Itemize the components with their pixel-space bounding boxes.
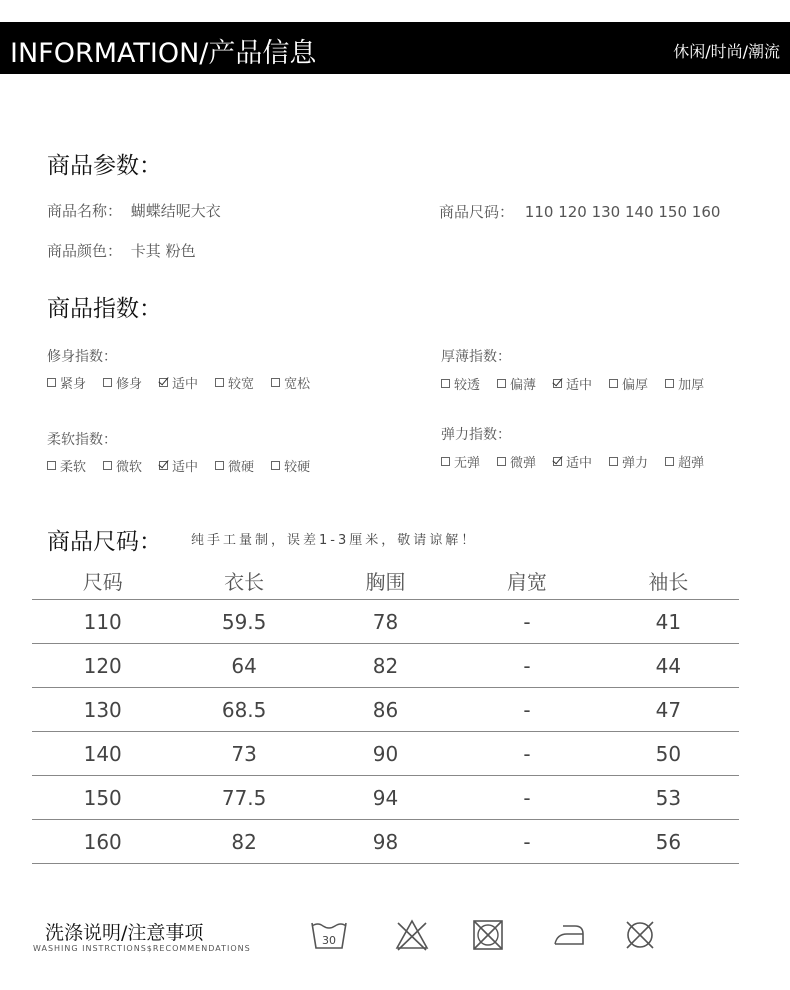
size-table-title: 商品尺码： xyxy=(47,529,162,555)
softness-index-label: 柔软指数： xyxy=(47,432,117,448)
option-item: 宽松 xyxy=(271,373,310,392)
table-cell: 44 xyxy=(655,653,682,678)
checkbox-icon xyxy=(609,457,618,466)
option-item: 无弹 xyxy=(441,452,480,471)
measurement-note: 纯手工量制，误差1-3厘米，敬请谅解！ xyxy=(191,533,478,548)
table-cell: 47 xyxy=(655,697,682,722)
table-cell: 73 xyxy=(231,741,257,766)
table-cell: - xyxy=(523,697,531,722)
table-row xyxy=(32,688,739,732)
params-title: 商品参数： xyxy=(47,153,162,179)
table-row xyxy=(32,732,739,776)
table-cell: - xyxy=(523,741,531,766)
no-bleach-icon xyxy=(394,917,430,953)
product-name-label: 商品名称： xyxy=(47,202,123,220)
table-row xyxy=(32,776,739,820)
option-item: 适中 xyxy=(553,374,592,393)
indices-title: 商品指数： xyxy=(47,296,162,322)
checkbox-checked-icon xyxy=(553,457,562,466)
table-cell: 64 xyxy=(231,653,257,678)
no-dry-clean-icon xyxy=(622,917,658,953)
thickness-index-label: 厚薄指数： xyxy=(441,349,511,365)
header-title: INFORMATION/产品信息 xyxy=(10,38,317,69)
table-header-cell: 尺码 xyxy=(82,570,123,594)
product-name-value: 蝴蝶结呢大衣 xyxy=(130,202,221,220)
option-item: 较透 xyxy=(441,374,480,393)
elasticity-index-label: 弹力指数： xyxy=(441,427,511,443)
table-cell: 150 xyxy=(83,785,122,810)
option-item: 微软 xyxy=(103,456,142,475)
table-cell: - xyxy=(523,609,531,634)
no-tumble-dry-icon xyxy=(470,917,506,953)
table-cell: 98 xyxy=(372,829,399,854)
checkbox-icon xyxy=(271,461,280,470)
table-header-cell: 袖长 xyxy=(648,570,689,594)
thickness-index-options xyxy=(441,374,721,393)
option-item: 适中 xyxy=(553,452,592,471)
checkbox-icon xyxy=(47,461,56,470)
option-item: 较硬 xyxy=(271,456,310,475)
table-cell: 110 xyxy=(83,609,122,634)
header-tags: 休闲/时尚/潮流 xyxy=(673,42,780,61)
checkbox-icon xyxy=(665,379,674,388)
checkbox-icon xyxy=(103,461,112,470)
product-size-value: 110 120 130 140 150 160 xyxy=(524,203,721,221)
checkbox-checked-icon xyxy=(159,461,168,470)
table-cell: 53 xyxy=(655,785,682,810)
checkbox-icon xyxy=(441,379,450,388)
fit-index-options xyxy=(47,373,327,392)
option-item: 修身 xyxy=(103,373,142,392)
option-item: 较宽 xyxy=(215,373,254,392)
option-item: 微弹 xyxy=(497,452,536,471)
softness-index-options xyxy=(47,456,327,475)
table-cell: 140 xyxy=(83,741,122,766)
header-bar xyxy=(0,22,790,74)
table-cell: 130 xyxy=(83,697,122,722)
option-item: 偏薄 xyxy=(497,374,536,393)
size-table xyxy=(32,566,739,864)
iron-icon xyxy=(551,917,587,953)
option-item: 弹力 xyxy=(609,452,648,471)
table-header-row xyxy=(32,566,739,600)
table-cell: - xyxy=(523,653,531,678)
table-cell: 86 xyxy=(372,697,399,722)
table-row xyxy=(32,820,739,864)
option-item: 加厚 xyxy=(665,374,704,393)
option-item: 适中 xyxy=(159,456,198,475)
table-cell: - xyxy=(523,785,531,810)
wash-30-icon xyxy=(309,917,349,953)
table-cell: 94 xyxy=(372,785,399,810)
option-item: 超弹 xyxy=(665,452,704,471)
table-cell: 90 xyxy=(372,741,399,766)
product-size xyxy=(439,201,720,222)
checkbox-icon xyxy=(215,461,224,470)
product-color-value: 卡其 粉色 xyxy=(130,242,196,260)
table-cell: 82 xyxy=(231,829,257,854)
product-size-label: 商品尺码： xyxy=(439,203,515,221)
wash-temperature-label: 30 xyxy=(322,934,336,947)
option-item: 紧身 xyxy=(47,373,86,392)
elasticity-index-options xyxy=(441,452,721,471)
checkbox-checked-icon xyxy=(159,378,168,387)
table-cell: - xyxy=(523,829,531,854)
table-cell: 56 xyxy=(655,829,682,854)
table-header-cell: 肩宽 xyxy=(506,570,547,594)
checkbox-checked-icon xyxy=(553,379,562,388)
table-cell: 77.5 xyxy=(221,785,267,810)
checkbox-icon xyxy=(215,378,224,387)
checkbox-icon xyxy=(609,379,618,388)
checkbox-icon xyxy=(497,457,506,466)
table-cell: 78 xyxy=(372,609,399,634)
table-header-cell: 胸围 xyxy=(365,570,406,594)
table-cell: 82 xyxy=(372,653,399,678)
product-color-label: 商品颜色： xyxy=(47,242,123,260)
table-row xyxy=(32,600,739,644)
table-cell: 59.5 xyxy=(221,609,267,634)
washing-subtitle: WASHING INSTRCTIONS$RECOMMENDATIONS xyxy=(33,944,251,953)
table-cell: 120 xyxy=(83,653,122,678)
checkbox-icon xyxy=(441,457,450,466)
option-item: 柔软 xyxy=(47,456,86,475)
table-row xyxy=(32,644,739,688)
washing-title: 洗涤说明/注意事项 xyxy=(45,922,204,944)
option-item: 微硬 xyxy=(215,456,254,475)
table-cell: 50 xyxy=(655,741,682,766)
product-name xyxy=(47,200,221,221)
checkbox-icon xyxy=(103,378,112,387)
checkbox-icon xyxy=(271,378,280,387)
option-item: 适中 xyxy=(159,373,198,392)
product-color xyxy=(47,240,196,261)
fit-index-label: 修身指数： xyxy=(47,349,117,365)
table-cell: 68.5 xyxy=(221,697,267,722)
checkbox-icon xyxy=(497,379,506,388)
option-item: 偏厚 xyxy=(609,374,648,393)
checkbox-icon xyxy=(47,378,56,387)
table-cell: 160 xyxy=(83,829,122,854)
table-header-cell: 衣长 xyxy=(224,570,265,594)
table-cell: 41 xyxy=(655,609,682,634)
checkbox-icon xyxy=(665,457,674,466)
